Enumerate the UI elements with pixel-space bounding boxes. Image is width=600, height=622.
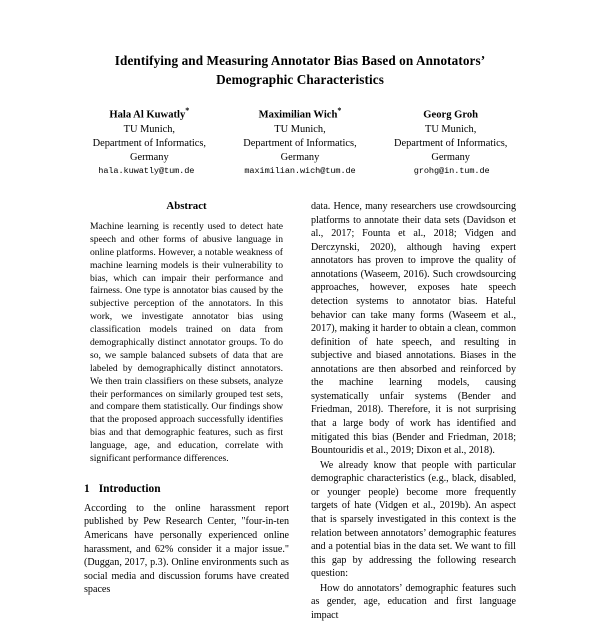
author-email[interactable]: maximilian.wich@tum.de — [244, 165, 356, 176]
author-affiliation-line: TU Munich, — [123, 124, 175, 136]
author-affiliation-line: Department of Informatics, — [92, 137, 207, 149]
body-paragraph: How do annotators’ demographic features such as gender, age, education and first language impact — [311, 582, 516, 621]
author-affiliation-line: TU Munich, — [424, 124, 477, 136]
abstract-text: Machine learning is recently used to detect hate speech and other forms of abusive language in online platforms. However, a notable weakness of machine learning models is their vulnerability to bias, which can impair their performance and fairness. One type is annotator bias caused by the subjective perception of the annotators. In this work, we investigate annotator bias using classification models trained on data from demographically distinct annotator groups. To do so, we sample balanced subsets of data that are labeled by demographically distinct annotators. We then train classifiers on these subsets, analyze their performances on similarly grouped test sets, and compare them statistically. Our findings show that the proposed approach successfully identifies bias and that demographic features, such as first language, age, and education, correlate with significant performance differences. — [90, 221, 283, 465]
author-block — [0, 89, 600, 177]
section-title: Introduction — [98, 482, 161, 495]
author-affiliation-line: Germany — [129, 151, 169, 163]
author-affiliation-line: Germany — [280, 151, 320, 163]
section-number: 1 — [84, 482, 90, 495]
page-title: Identifying and Measuring Annotator Bias Based on Annotators’ Demographic Characteristics — [114, 53, 486, 87]
column-left — [84, 200, 289, 622]
author-affiliation-line: Germany — [431, 151, 470, 163]
author-affiliation-line: TU Munich, — [274, 124, 326, 136]
section-heading-introduction — [84, 483, 289, 495]
body-paragraph: We already know that people with particular demographic characteristics (e.g., black, disabled, or younger people) become more frequently targets of hate (Vidgen et al., 2019b). An aspect that is sparsely investigated in this context is the relation between annotators’ demographic features and a potential bias in the data set. We want to fill this gap by addressing the following research question: — [311, 459, 516, 580]
author-entry — [375, 106, 526, 177]
author-email[interactable]: hala.kuwatly@tum.de — [98, 165, 195, 176]
abstract-heading: Abstract — [166, 200, 207, 212]
author-affiliation-marker: * — [337, 106, 342, 116]
author-affiliation-line: Department of Informatics, — [393, 137, 508, 149]
author-affiliation-line: Department of Informatics, — [243, 137, 357, 149]
author-entry — [225, 106, 376, 177]
author-affiliation-marker: * — [185, 106, 190, 116]
body-paragraph: data. Hence, many researchers use crowdsourcing platforms to annotate their data sets (Davidson et al., 2017; Founta et al., 2018; Vidgen and Derczynski, 2020), although having expert annotators has proven to improve the quality of annotations (Waseem, 2016). Such crowdsourcing approaches, however, exposes hate speech detection systems to annotator bias. Hateful behavior can take many forms (Waseem et al., 2017), making it harder to obtain a clean, common definition of hate speech, and resulting in subjective and biased annotations. Biases in the annotations are then absorbed and reinforced by the machine learning models, causing systematically unfair systems (Bender and Friedman, 2018). Therefore, it is not surprising that a large body of work has identified and mitigated this bias (Bender and Friedman, 2018; Bountouridis et al., 2019; Dixon et al., 2018). — [311, 201, 516, 457]
author-name: Maximilian Wich* — [258, 106, 342, 121]
introduction-paragraph: According to the online harassment report published by Pew Research Center, "four-in-ten Americans have personally experienced online harassment, and 62% consider it a major issue." (Duggan, 2017, p.3). Online environments such as social media and discussion forums have created spaces — [84, 502, 289, 596]
author-name: Georg Groh — [423, 110, 479, 121]
author-email[interactable]: grohg@in.tum.de — [413, 165, 490, 176]
column-right — [311, 200, 516, 622]
author-entry — [74, 106, 225, 177]
title-block — [0, 0, 600, 89]
body-columns — [0, 200, 600, 622]
author-name: Hala Al Kuwatly* — [109, 106, 190, 121]
